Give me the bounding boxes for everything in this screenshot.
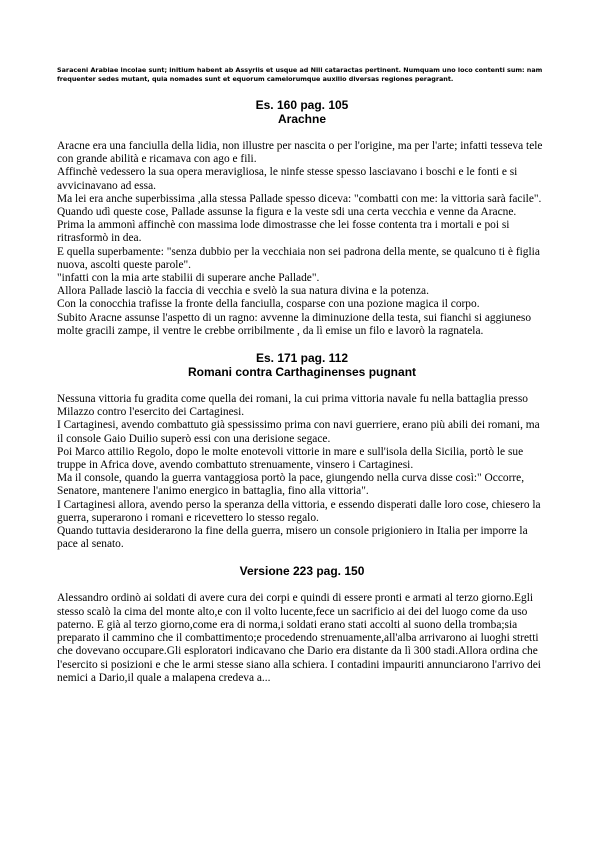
paragraph: Nessuna vittoria fu gradita come quella dei romani, la cui prima vittoria navale fu nella battaglia presso Milazzo contro l'esercito dei Cartaginesi.: [57, 393, 528, 419]
paragraph: Ma lei era anche superbissima ,alla stessa Pallade spesso diceva: "combatti con me: la vittoria sarà facile".: [57, 192, 542, 205]
paragraph: Quando udì queste cose, Pallade assunse la figura e la veste sdi una certa vecchia e venne da Aracne.: [57, 206, 517, 219]
section-title: Es. 160 pag. 105: [255, 98, 349, 112]
paragraph: Subito Aracne assunse l'aspetto di un ragno: avvenne la diminuzione della testa, sui fianchi si aggiuneso molte gracili zampe, il ventre le crebbe orribilmente , da lì emise un filo e lavorò la ragnatela.: [57, 311, 532, 337]
paragraph: Quando tuttavia desiderarono la fine della guerra, misero un console prigioniero in Italia per imporre la pace al senato.: [57, 525, 528, 551]
paragraph: I Cartaginesi, avendo combattuto già spessissimo prima con navi guerriere, erano più abili dei romani, ma il console Gaio Duilio superò essi con una derisione segace.: [57, 419, 540, 445]
section-subtitle: Romani contra Carthaginenses pugnant: [187, 365, 417, 380]
section-heading: [57, 98, 547, 126]
latin-intro-text: Saraceni Arabiae incolae sunt; initium habent ab Assyriis et usque ad Nili cataractas pertinent. Numquam uno loco contenti sum: nam frequenter sedes mutant, quia nomades sunt et equorum camelorumque auxilio diversas regiones peragrant.: [57, 66, 543, 83]
section-heading: [57, 351, 547, 379]
section-subtitle: Arachne: [277, 112, 327, 126]
paragraph: Con la conocchia trafisse la fronte della fanciulla, cosparse con una pozione magica il corpo.: [57, 298, 480, 311]
paragraph: Affinchè vedessero la sua opera meravigliosa, le ninfe stesse spesso lasciavano i boschi e le fonti e si avvicinavano ad essa.: [57, 166, 518, 192]
document-page: [57, 66, 547, 698]
paragraph: I Cartaginesi allora, avendo perso la speranza della vittoria, e essendo disperati dalle loro cose, chiesero la guerra, superarono i romani e ricevettero lo stesso regalo.: [57, 498, 541, 524]
paragraph: Prima la ammonì affinchè con massima lode dimostrasse che lei fosse contenta tra i mortali e poi si ritrasformò in dea.: [57, 219, 510, 245]
paragraph: Aracne era una fanciulla della lidia, non illustre per nascita o per l'origine, ma per l'arte; infatti tesseva tele con grande abilità e ricamava con ago e fili.: [57, 140, 543, 166]
paragraph: E quella superbamente: "senza dubbio per la vecchiaia non sei padrona della mente, se qualcuno ti è figlia nuova, ascolti queste parole".: [57, 245, 540, 271]
section-versione-223: [57, 564, 547, 684]
section-title: Es. 171 pag. 112: [255, 351, 349, 366]
paragraph: Ma il console, quando la guerra vantaggiosa portò la pace, giungendo nella curva disse così:" Occorre, Senatore, mantenere l'animo energico in battaglia, fino alla vittoria".: [57, 472, 525, 498]
section-heading: [57, 564, 547, 578]
paragraph: "infatti con la mia arte stabilii di superare anche Pallade".: [57, 272, 320, 285]
section-arachne: [57, 98, 547, 338]
paragraph: Allora Pallade lasciò la faccia di vecchia e svelò la sua natura divina e la potenza.: [57, 285, 429, 298]
paragraph: Alessandro ordinò ai soldati di avere cura dei corpi e quindi di essere pronti e armati al terzo giorno.Egli stesso scalò la cima del monte alto,e con il volto lucente,fece un sacrificio ai dei del luogo come da uso paterno. E già al terzo giorno,come era di norma,i soldati erano stati accolti al suono della tromba;sia preparato il cammino che il combattimento;e procedendo strenuamente,all'alba arrivarono ai luoghi stretti che dovevano occupare.Gli esploratori indicavano che Dario era distante da lì 300 stadi.Allora ordina che l'esercito si posizioni e che le armi stesse siano alla schiera. I contadini impauriti annunciarono l'arrivo dei nemici a Dario,il quale a malapena credeva a...: [57, 592, 541, 684]
paragraph: Poi Marco attilio Regolo, dopo le molte enotevoli vittorie in mare e sull'isola della Sicilia, portò le sue truppe in Africa dove, avendo combattuto strenuamente, vinsero i Cartaginesi.: [57, 445, 524, 472]
section-title: Versione 223 pag. 150: [239, 564, 365, 579]
section-romani-contra-carthaginenses: [57, 351, 547, 551]
